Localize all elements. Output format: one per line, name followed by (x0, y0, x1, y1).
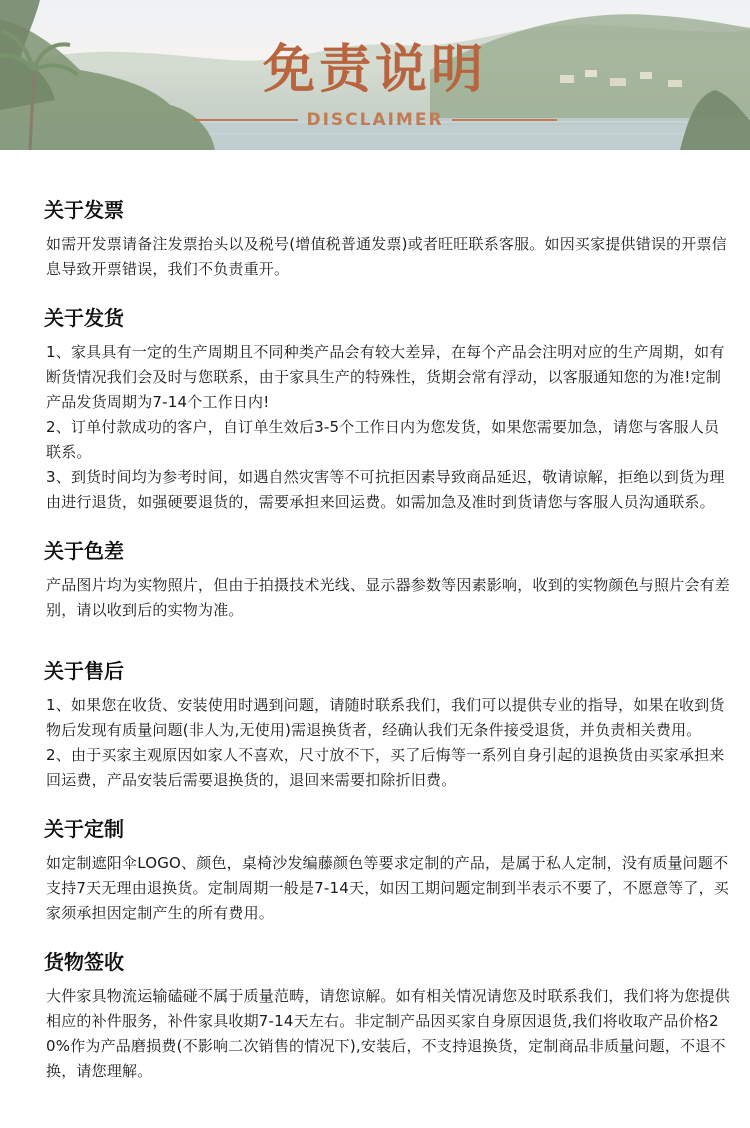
section-delivery-receipt (46, 948, 730, 1084)
section-paragraph: 3、到货时间均为参考时间，如遇自然灾害等不可抗拒因素导致商品延迟，敬请谅解，拒绝以到货为理由进行退货，如强硬要退货的，需要承担来回运费。如需加急及准时到货请您与客服人员沟通联系。 (46, 468, 725, 511)
section-paragraph: 产品图片均为实物照片，但由于拍摄技术光线、显示器参数等因素影响，收到的实物颜色与照片会有差别，请以收到后的实物为准。 (46, 576, 731, 619)
section-title: 货物签收 (44, 950, 124, 974)
disclaimer-content (46, 196, 730, 1084)
section-paragraph: 如定制遮阳伞LOGO、颜色，桌椅沙发编藤颜色等要求定制的产品，是属于私人定制，没有质量问题不支持7天无理由退换货。定制周期一般是7-14天，如因工期问题定制到半表示不要了，不愿意等了，买家须承担因定制产生的所有费用。 (46, 854, 729, 922)
section-after-sales (46, 657, 730, 793)
section-customization (46, 815, 730, 926)
section-paragraph: 1、家具具有一定的生产周期且不同种类产品会有较大差异，在每个产品会注明对应的生产周期，如有断货情况我们会及时与您联系，由于家具生产的特殊性，货期会常有浮动，以客服通知您的为准!定制产品发货周期为7-14个工作日内! (46, 343, 725, 411)
section-paragraph: 2、由于买家主观原因如家人不喜欢，尺寸放不下，买了后悔等一系列自身引起的退换货由买家承担来回运费，产品安装后需要退换货的，退回来需要扣除折旧费。 (46, 746, 725, 789)
page-subtitle: DISCLAIMER (306, 110, 444, 130)
section-title: 关于发货 (44, 306, 124, 330)
divider-left (193, 119, 298, 121)
section-title: 关于售后 (44, 659, 124, 683)
section-paragraph: 1、如果您在收货、安装使用时遇到问题，请随时联系我们，我们可以提供专业的指导，如果在收到货物后发现有质量问题(非人为,无使用)需退换货者，经确认我们无条件接受退货，并负责相关费用。 (46, 696, 725, 739)
section-title: 关于定制 (44, 817, 124, 841)
header-banner (0, 0, 750, 150)
section-paragraph: 如需开发票请备注发票抬头以及税号(增值税普通发票)或者旺旺联系客服。如因买家提供错误的开票信息导致开票错误，我们不负责重开。 (46, 235, 727, 278)
section-title: 关于发票 (44, 198, 124, 222)
section-invoice (46, 196, 730, 282)
section-shipping (46, 304, 730, 515)
divider-right (452, 119, 557, 121)
section-title: 关于色差 (44, 539, 124, 563)
subtitle-row (0, 108, 750, 132)
section-paragraph: 2、订单付款成功的客户，自订单生效后3-5个工作日内为您发货，如果您需要加急，请您与客服人员联系。 (46, 418, 720, 461)
section-paragraph: 大件家具物流运输磕碰不属于质量范畴，请您谅解。如有相关情况请您及时联系我们，我们将为您提供相应的补件服务，补件家具收期7-14天左右。非定制产品因买家自身原因退货,我们将收取产品价格20%作为产品磨损费(不影响二次销售的情况下),安装后，不支持退换货，定制商品非质量问题，不退不换，请您理解。 (46, 987, 731, 1080)
page-title: 免责说明 (262, 40, 487, 100)
section-color-difference (46, 537, 730, 623)
